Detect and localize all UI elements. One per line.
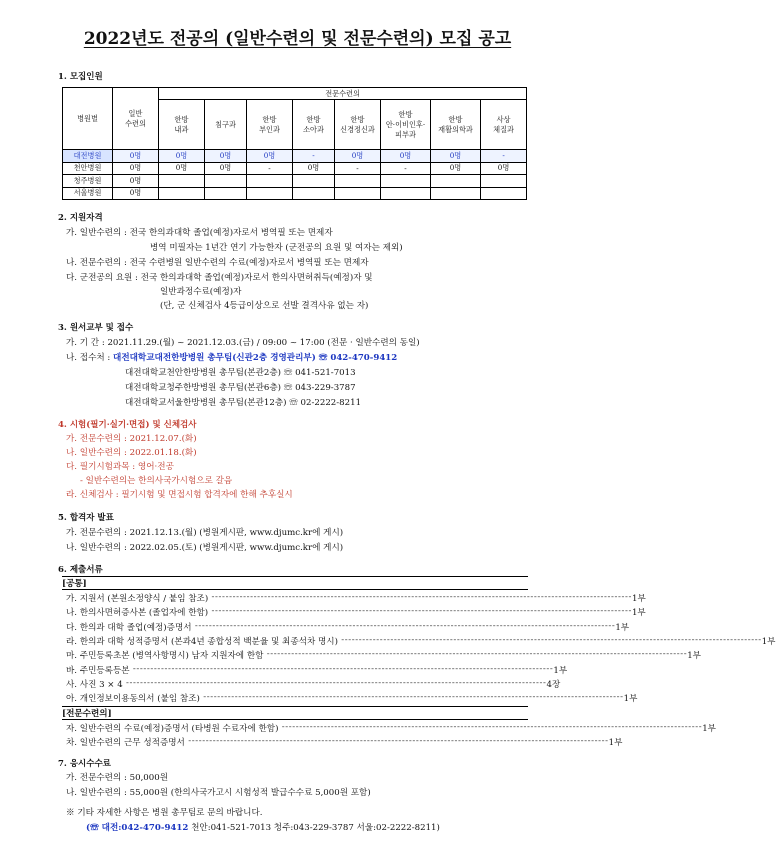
receiver-other: 대전대학교청주한방병원 총무팀(본관6층) ☏ 043-229-3787 xyxy=(125,383,356,393)
qual-line: 다. 군전공의 요원 : 전국 한의과대학 졸업(예정)자로서 한의사면허취득(예정)자 및 xyxy=(66,273,373,283)
document-item xyxy=(66,722,716,734)
leader-dashes: ------------------------------------------------------------------------------------------------------------------------ xyxy=(278,722,703,732)
dept-count: 0명 xyxy=(481,162,527,175)
dept-count xyxy=(381,175,431,188)
header-specialist: 전문수련의 xyxy=(159,88,527,100)
hospital-name: 천안병원 xyxy=(63,162,113,175)
leader-dashes: ------------------------------------------------------------------------------------------------------------------------ xyxy=(184,736,609,747)
leader-dashes: ------------------------------------------------------------------------------------------------------------------------ xyxy=(208,592,632,602)
document-count: 1부 xyxy=(632,594,646,604)
dept-count: 0명 xyxy=(335,150,381,163)
common-docs-label: [공통] xyxy=(62,579,87,589)
section-heading-results: 5. 합격자 발표 xyxy=(58,513,114,523)
general-count: 0명 xyxy=(113,187,159,200)
document-label: 나. 한의사면허증사본 (졸업자에 한함) xyxy=(66,608,209,619)
header-general: 일반 수련의 xyxy=(113,88,159,150)
header-dept: 한방 부인과 xyxy=(247,100,293,150)
exam-line: 다. 필기시험과목 : 영어·전공 xyxy=(66,462,174,472)
document-count: 1부 xyxy=(631,608,646,619)
phone-others: 천안:041-521-7013 청주:043-229-3787 서울:02-2222-8211) xyxy=(188,823,440,833)
dept-count xyxy=(205,187,247,200)
document-label: 사. 사진 3 × 4 xyxy=(66,679,123,690)
table-row xyxy=(63,175,527,188)
document-label: 다. 한의과 대학 졸업(예정)증명서 xyxy=(66,622,192,633)
dept-count: 0명 xyxy=(159,150,205,163)
dept-count: 0명 xyxy=(431,150,481,163)
document-count: 4장 xyxy=(546,679,561,690)
dept-count: - xyxy=(247,162,293,175)
header-dept: 침구과 xyxy=(205,100,247,150)
document-count: 1부 xyxy=(761,636,776,647)
dept-count xyxy=(481,187,527,200)
header-dept: 한방 신경정신과 xyxy=(335,100,381,150)
general-count: 0명 xyxy=(113,162,159,175)
dept-count xyxy=(335,175,381,188)
dept-count xyxy=(293,187,335,200)
header-dept: 사상 체질과 xyxy=(481,100,527,150)
header-dept: 한방 재활의학과 xyxy=(431,100,481,150)
dept-count xyxy=(247,187,293,200)
divider xyxy=(62,576,528,577)
leader-dashes: ------------------------------------------------------------------------------------------------------------------------ xyxy=(191,620,616,631)
section-heading-documents: 6. 제출서류 xyxy=(58,565,103,575)
document-count: 1부 xyxy=(687,651,701,662)
dept-count: 0명 xyxy=(205,162,247,175)
general-count: 0명 xyxy=(113,175,159,188)
dept-count: 0명 xyxy=(159,162,205,175)
leader-dashes: ------------------------------------------------------------------------------------------------------------------------ xyxy=(208,606,632,617)
qual-line: 일반과정수료(예정)자 xyxy=(160,287,242,297)
document-label: 바. 주민등록등본 xyxy=(66,665,130,676)
dept-count xyxy=(159,175,205,188)
document-item xyxy=(66,634,776,647)
dept-count xyxy=(431,175,481,188)
qual-line: 가. 일반수련의 : 전국 한의과대학 졸업(예정)자로서 병역필 또는 면제자 xyxy=(66,228,333,238)
dept-count xyxy=(159,187,205,200)
page-title: 2022년도 전공의 (일반수련의 및 전문수련의) 모집 공고 xyxy=(83,29,512,49)
qual-line: (단, 군 신체검사 4등급이상으로 선발 결격사유 없는 자) xyxy=(160,301,369,311)
result-line: 나. 일반수련의 : 2022.02.05.(토) (병원게시판, www.djumc.kr에 게시) xyxy=(66,543,344,553)
exam-line: - 일반수련의는 한의사국가시험으로 갈음 xyxy=(80,476,233,486)
document-item xyxy=(66,692,638,705)
document-count: 1부 xyxy=(608,738,623,749)
leader-dashes: ------------------------------------------------------------------------------------------------------------------------ xyxy=(263,649,688,660)
contact-note: ※ 기타 자세한 사항은 병원 총무팀로 문의 바랍니다. xyxy=(66,808,263,818)
dept-count xyxy=(247,175,293,188)
hospital-name: 서울병원 xyxy=(63,187,113,200)
receiver-other: 대전대학교서울한방병원 총무팀(본관12층) ☏ 02-2222-8211 xyxy=(125,398,362,408)
dept-count: 0명 xyxy=(381,150,431,163)
document-label: 가. 지원서 (본원소정양식 / 붙임 참조) xyxy=(66,594,209,604)
document-item xyxy=(66,592,646,604)
section-heading-qualification: 2. 지원자격 xyxy=(58,213,103,223)
leader-dashes: ------------------------------------------------------------------------------------------------------------------------ xyxy=(337,634,762,645)
exam-line: 가. 전문수련의 : 2021.12.07.(화) xyxy=(66,434,197,444)
divider xyxy=(62,589,528,590)
document-count: 1부 xyxy=(553,665,568,676)
document-item xyxy=(66,606,646,619)
general-count: 0명 xyxy=(113,150,159,163)
dept-count: - xyxy=(335,162,381,175)
document-item xyxy=(66,663,568,676)
dept-count xyxy=(293,175,335,188)
qual-line: 나. 전문수련의 : 전국 수련병원 일반수련의 수료(예정)자로서 병역필 또는 면제자 xyxy=(66,258,369,268)
section-heading-recruitment: 1. 모집인원 xyxy=(58,72,103,82)
application-period: 가. 기 간 : 2021.11.29.(월) ~ 2021.12.03.(금) / 09:00 ~ 17:00 (전문 · 일반수련의 동일) xyxy=(66,338,420,348)
divider xyxy=(62,706,528,707)
document-label: 마. 주민등록초본 (병역사항명시) 남자 지원자에 한함 xyxy=(66,651,264,662)
hospital-name: 대전병원 xyxy=(63,150,113,163)
dept-count: 0명 xyxy=(431,162,481,175)
table-row xyxy=(63,162,527,175)
document-item xyxy=(66,620,630,633)
dept-count: - xyxy=(481,150,527,163)
fee-line: 가. 전문수련의 : 50,000원 xyxy=(66,773,169,783)
qual-line: 병역 미필자는 1년간 연기 가능한자 (군전공의 요원 및 여자는 제외) xyxy=(150,243,403,253)
section-heading-exam: 4. 시험(필기·실기·면접) 및 신체검사 xyxy=(58,420,197,430)
leader-dashes: ------------------------------------------------------------------------------------------------------------------------ xyxy=(122,677,547,688)
phone-daejeon: (☏ 대전:042-470-9412 xyxy=(86,823,189,833)
recruitment-table xyxy=(62,87,527,200)
document-item xyxy=(66,649,701,662)
header-dept: 한방 소아과 xyxy=(293,100,335,150)
document-count: 1부 xyxy=(702,724,716,734)
dept-count xyxy=(431,187,481,200)
exam-line: 라. 신체검사 : 필기시험 및 면접시험 합격자에 한해 추후실시 xyxy=(66,490,293,500)
dept-count: 0명 xyxy=(293,162,335,175)
header-hospital: 병원별 xyxy=(63,88,113,150)
document-label: 차. 일반수련의 근무 성적증명서 xyxy=(66,738,185,749)
dept-count: - xyxy=(381,162,431,175)
table-row xyxy=(63,150,527,163)
document-label: 자. 일반수련의 수료(예정)증명서 (타병원 수료자에 한함) xyxy=(66,724,279,734)
dept-count xyxy=(481,175,527,188)
document-item xyxy=(66,736,623,749)
document-item xyxy=(66,677,561,690)
dept-count: - xyxy=(293,150,335,163)
leader-dashes: ------------------------------------------------------------------------------------------------------------------------ xyxy=(199,692,624,703)
dept-count: 0명 xyxy=(247,150,293,163)
exam-line: 나. 일반수련의 : 2022.01.18.(화) xyxy=(66,448,197,458)
leader-dashes: ------------------------------------------------------------------------------------------------------------------------ xyxy=(129,663,554,674)
result-line: 가. 전문수련의 : 2021.12.13.(월) (병원게시판, www.djumc.kr에 게시) xyxy=(66,528,344,538)
document-label: 라. 한의과 대학 성적증명서 (본과4년 종합성적 백분율 및 최종석차 명시) xyxy=(66,636,338,647)
section-heading-fee: 7. 응시수수료 xyxy=(58,759,111,769)
dept-count xyxy=(205,175,247,188)
section-heading-application: 3. 원서교부 및 접수 xyxy=(58,323,134,333)
document-count: 1부 xyxy=(623,694,638,705)
document-count: 1부 xyxy=(615,622,630,633)
receiver-main: 대전대학교대전한방병원 총무팀(신관2층 경영관리부) ☏ 042-470-9412 xyxy=(113,353,398,363)
receiver-other: 대전대학교천안한방병원 총무팀(본관2층) ☏ 041-521-7013 xyxy=(125,368,356,378)
dept-count xyxy=(335,187,381,200)
dept-count: 0명 xyxy=(205,150,247,163)
header-dept: 한방 내과 xyxy=(159,100,205,150)
hospital-name: 청주병원 xyxy=(63,175,113,188)
fee-line: 나. 일반수련의 : 55,000원 (한의사국가고시 시험성적 발급수수료 5,000원 포함) xyxy=(66,788,371,798)
table-row xyxy=(63,187,527,200)
divider xyxy=(62,719,528,720)
header-dept: 한방 안·이비인후· 피부과 xyxy=(381,100,431,150)
specialist-docs-label: [전문수련의] xyxy=(62,709,112,719)
application-receiver: 나. 접수처 : 대전대학교대전한방병원 총무팀(신관2층 경영관리부) ☏ 042-470-9412 xyxy=(66,353,398,363)
contact-phones xyxy=(86,821,440,833)
document-label: 아. 개인정보이용동의서 (붙임 참조) xyxy=(66,694,200,705)
dept-count xyxy=(381,187,431,200)
